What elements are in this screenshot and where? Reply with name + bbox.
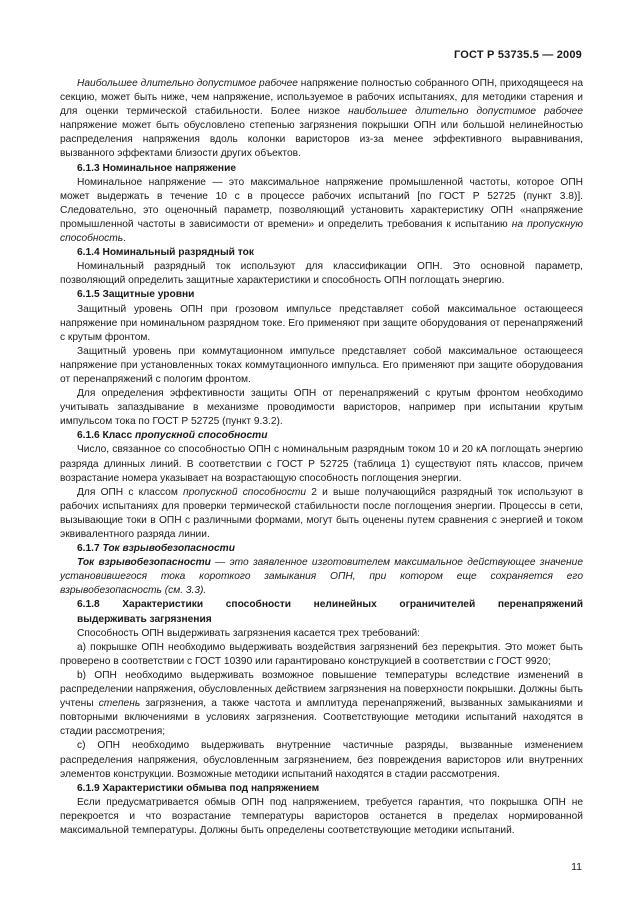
list-item-b: b) ОПН необходимо выдерживать возможное повышение температуры вследствие изменений в распределении напряжения, обусловленных действием загрязнения на поверхности покрышки. Должны быть учтены степень загрязнения, а также частота и амплитуда перенапряжений, вызванных замыканиями и повторными включениями в условиях загрязнения. Соответствующие методики испытаний находятся в стадии рассмотрения; <box>60 669 583 738</box>
heading-6-1-8: 6.1.8 Характеристики способности нелинейных ограничителей перенапряжений <box>77 599 583 611</box>
heading-6-1-3: 6.1.3 Номинальное напряжение <box>77 162 237 174</box>
paragraph-steep-front: Для определения эффективности защиты ОПН от перенапряжений с крутым фронтом необходимо учитывать запаздывание в механизме проводимости варисторов, например при испытании крутым импульсом тока по ГОСТ Р 52725 (пункт 9.3.2). <box>60 388 583 428</box>
heading-6-1-4: 6.1.4 Номинальный разрядный ток <box>77 247 254 259</box>
list-item-c: с) ОПН необходимо выдерживать внутренние частичные разряды, вызванные изменением распределения напряжения, обусловленным загрязнением, без повреждения варисторов или внутренних элементов конструкции. Возможные методики испытаний находятся в стадии рассмотрения. <box>60 740 583 780</box>
paragraph-discharge-current: Номинальный разрядный ток используют для классификации ОПН. Это основной параметр, позволяющий определить защитные характеристики и способность ОПН поглощать энергию. <box>60 261 583 287</box>
paragraph-live-washing: Если предусматривается обмыв ОПН под напряжением, требуется гарантия, что покрышка ОПН не перекроется и что возрастание температуры варисторов останется в пределах нормированной максимальной температуры. Должны быть определены соответствующие методики испытаний. <box>60 796 583 836</box>
paragraph-max-voltage: Наибольшее длительно допустимое рабочее напряжение полностью собранного ОПН, приходящееся на секцию, может быть ниже, чем напряжение, используемое в рабочих испытаниях, для методики старения и для оценки термической стабильности. Более низкое наибольшее длительно допустимое рабочее напряжение может быть обусловлено степенью загрязнения покрышки ОПН или большой нелинейностью распределения напряжения вдоль колонки варисторов из-за менее эффективного выравнивания, вызванного эффектами близости других объектов. <box>60 78 584 160</box>
paragraph-switching-level: Защитный уровень при коммутационном импульсе представляет собой максимальное остающееся напряжение при установленных токах коммутационного импульса. Его применяют при защите оборудования от перенапряжений с пологим фронтом. <box>60 345 583 385</box>
heading-6-1-8-cont: выдерживать загрязнения <box>77 613 212 625</box>
document-header: ГОСТ Р 53735.5 — 2009 <box>453 49 582 61</box>
paragraph-class-number: Число, связанное со способностью ОПН с номинальным разрядным током 10 и 20 кА поглощать энергию разряда длинных линий. В соответствии с ГОСТ Р 52725 (таблица 1) существуют пять классов, причем возрастание номера указывает на возрастающую способность поглощения энергии. <box>60 444 583 484</box>
heading-6-1-9: 6.1.9 Характеристики обмыва под напряжением <box>77 782 320 794</box>
paragraph-explosion-safety: Ток взрывобезопасности — это заявленное изготовителем максимальное действующее значение установившегося тока короткого замыкания ОПН, при котором еще сохраняется его взрывобезопасность (см. 3.3). <box>60 557 583 597</box>
document-body <box>60 77 583 838</box>
heading-6-1-7: 6.1.7 Ток взрывобезопасности <box>77 543 235 555</box>
paragraph-pollution-intro: Способность ОПН выдерживать загрязнения касается трех требований: <box>77 627 420 639</box>
heading-6-1-5: 6.1.5 Защитные уровни <box>77 289 195 301</box>
paragraph-class-2: Для ОПН с классом пропускной способности 2 и выше получающийся разрядный ток используют в рабочих испытаниях для проверки термической стабильности после поглощения энергии. Процессы в сети, вызывающие токи в ОПН с различными формами, могут быть оценены путем сравнения с энергией и током эквивалентного разряда линии. <box>60 486 583 540</box>
paragraph-rated-voltage: Номинальное напряжение — это максимальное напряжение промышленной частоты, которое ОПН может выдержать в течение 10 с в процессе рабочих испытаний [по ГОСТ Р 52725 (пункт 3.8)]. Следовательно, это оценочный параметр, позволяющий установить характеристику ОПН «напряжение промышленной частоты в зависимости от времени» и определить требования к испытанию на пропускную способность. <box>60 176 583 245</box>
list-item-a: а) покрышке ОПН необходимо выдерживать воздействия загрязнений без перекрытия. Это может быть проверено в соответствии с ГОСТ 10390 или гарантировано конструкцией в соответствии с ГОСТ 9920; <box>60 641 583 667</box>
heading-6-1-6: 6.1.6 Класс пропускной способности <box>77 430 268 442</box>
page-number: 11 <box>571 861 582 873</box>
paragraph-lightning-level: Защитный уровень ОПН при грозовом импульсе представляет собой максимальное остающееся напряжение при номинальном разрядном токе. Его применяют при защите оборудования от перенапряжений с крутым фронтом. <box>60 303 583 343</box>
